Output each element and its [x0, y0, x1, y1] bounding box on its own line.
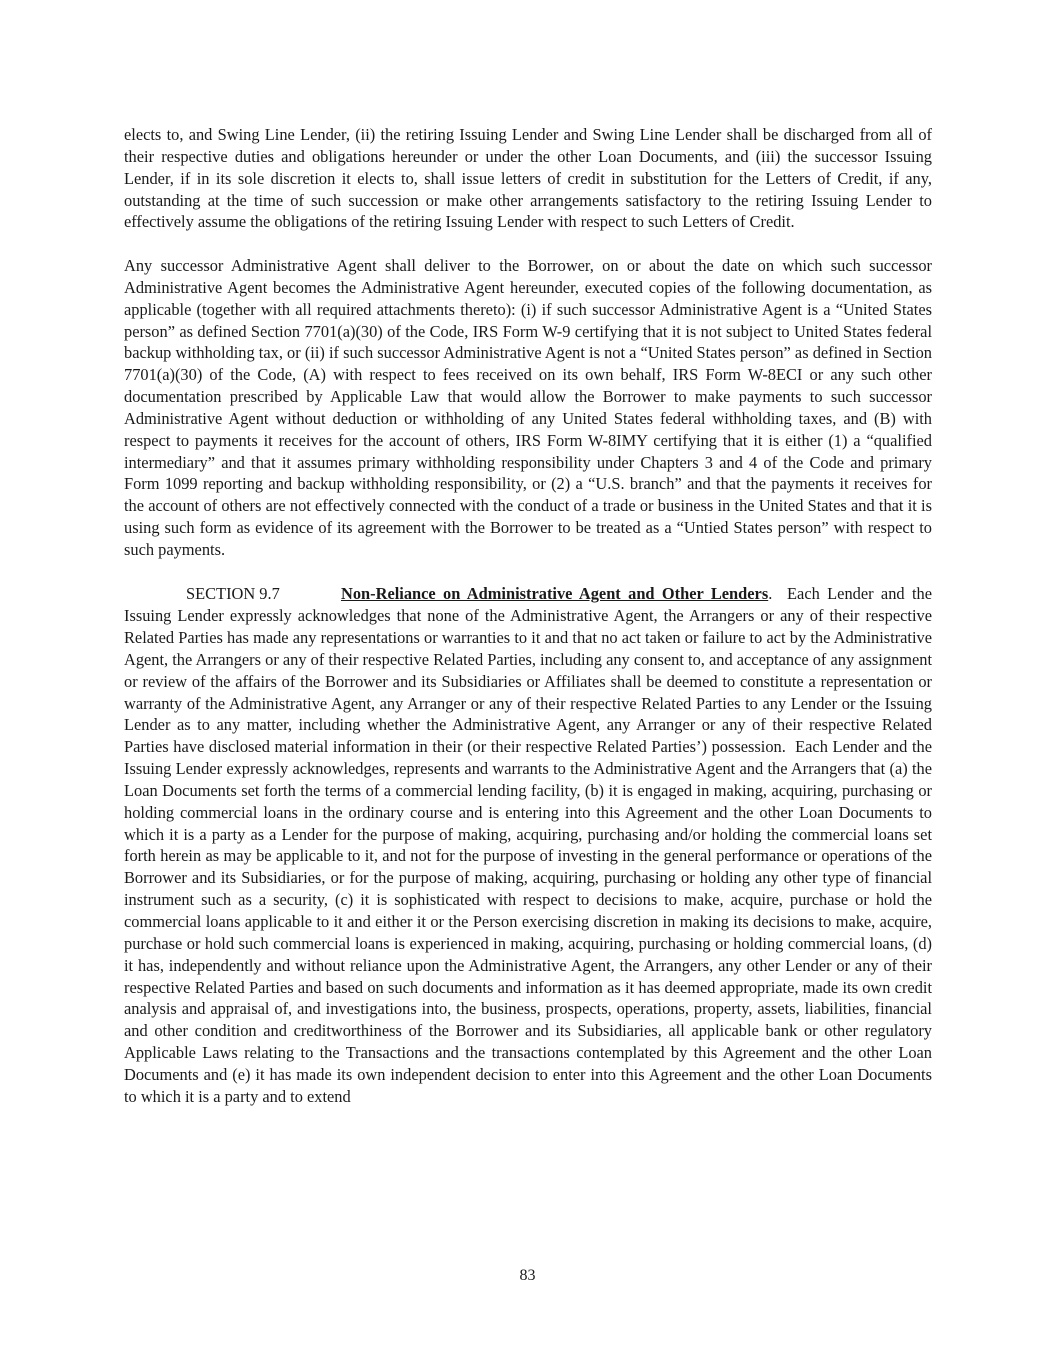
section-number: SECTION 9.7 [186, 584, 280, 604]
page-number: 83 [519, 1267, 536, 1284]
section-9-7-paragraph [124, 583, 937, 1107]
section-body-text: Each Lender and the Issuing Lender expressly acknowledges that none of the Administrative Agent, the Arrangers or any of their respective Related Parties has made any representations or warranties to it and that no act taken or failure to act by the Administrative Agent, the Arrangers or any of their respective Related Parties, including any consent to, and acceptance of any assignment or review of the affairs of the Borrower and its Subsidiaries or Affiliates shall be deemed to constitute a representation or warranty of the Administrative Agent, any Arranger or any of their respective Related Parties to any Lender or the Issuing Lender as to any matter, including whether the Administrative Agent, any Arranger or any of their respective Related Parties have disclosed material information in their (or their respective Related Parties’) possession. Each Lender and the Issuing Lender expressly acknowledges, represents and warrants to the Administrative Agent and the Arrangers that (a) the Loan Documents set forth the terms of a commercial lending facility, (b) it is engaged in making, acquiring, purchasing or holding commercial loans in the ordinary course and is entering into this Agreement and the other Loan Documents to which it is a party as a Lender for the purpose of making, acquiring, purchasing and/or holding the commercial loans set forth herein as may be applicable to it, and not for the purpose of investing in the general performance or operations of the Borrower and its Subsidiaries, or for the purpose of making, acquiring, purchasing or holding any other type of financial instrument such as a security, (c) it is sophisticated with respect to decisions to make, acquire, purchase or hold the commercial loans applicable to it and either it or the Person exercising discretion in making its decisions to make, acquire, purchase or hold such commercial loans is experienced in making, acquiring, purchasing or holding commercial loans, (d) it has, independently and without reliance upon the Administrative Agent, the Arrangers, any other Lender or any of their respective Related Parties and based on such documents and information as it has deemed appropriate, made its own credit analysis and appraisal of, and investigations into, the business, prospects, operations, property, assets, liabilities, financial and other condition and creditworthiness of the Borrower and its Subsidiaries, all applicable bank or other regulatory Applicable Laws relating to the Transactions and the transactions contemplated by this Agreement and the other Loan Documents and (e) it has made its own independent decision to enter into this Agreement and the other Loan Documents to which it is a party and to extend [124, 584, 937, 1106]
section-heading-punctuation: . [768, 584, 773, 604]
section-heading: Non-Reliance on Administrative Agent and Other Lenders [341, 584, 769, 604]
page-content [124, 124, 937, 1108]
paragraph-successor-agent-documentation: Any successor Administrative Agent shall deliver to the Borrower, on or about the date on which such successor Administrative Agent becomes the Administrative Agent hereunder, executed copies of the following documentation, as applicable (together with all required attachments thereto): (i) if such successor Administrative Agent is a “United States person” as defined Section 7701(a)(30) of the Code, IRS Form W-9 certifying that it is not subject to United States federal backup withholding tax, or (ii) if such successor Administrative Agent is not a “United States person” as defined in Section 7701(a)(30) of the Code, (A) with respect to fees received on its own behalf, IRS Form W-8ECI or any such other documentation prescribed by Applicable Law that would allow the Borrower to make payments to such successor Administrative Agent without deduction or withholding of any United States federal withholding taxes, and (B) with respect to payments it receives for the account of others, IRS Form W-8IMY certifying that it is either (1) a “qualified intermediary” and that it assumes primary withholding responsibility under Chapters 3 and 4 of the Code and primary Form 1099 reporting and backup withholding responsibility, or (2) a “U.S. branch” and that the payments it receives for the account of others are not effectively connected with the conduct of a trade or business in the United States and that it is using such form as evidence of its agreement with the Borrower to be treated as a “Untied States person” with respect to such payments. [124, 256, 932, 559]
paragraph-continuation: elects to, and Swing Line Lender, (ii) the retiring Issuing Lender and Swing Line Lender shall be discharged from all of their respective duties and obligations hereunder or under the other Loan Documents, and (iii) the successor Issuing Lender, if in its sole discretion it elects to, shall issue letters of credit in substitution for the Letters of Credit, if any, outstanding at the time of such succession or make other arrangements satisfactory to the retiring Issuing Lender to effectively assume the obligations of the retiring Issuing Lender with respect to such Letters of Credit. [124, 125, 932, 232]
